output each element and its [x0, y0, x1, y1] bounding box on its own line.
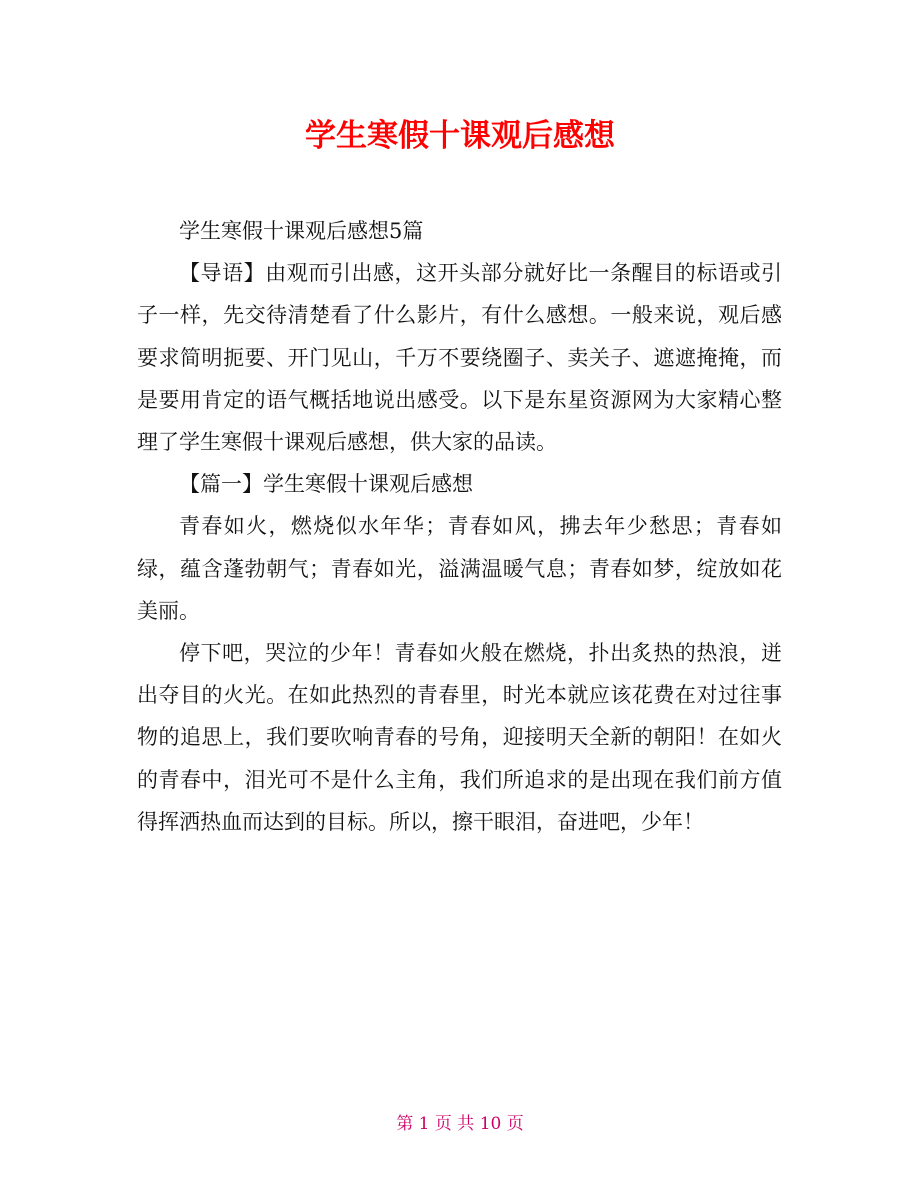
- footer-prefix: 第: [396, 1114, 414, 1134]
- subtitle-paragraph: 学生寒假十课观后感想5篇: [179, 219, 424, 243]
- page-footer: [0, 1110, 920, 1138]
- footer-current-page: 1: [418, 1114, 430, 1134]
- footer-total-pages: 10: [479, 1114, 502, 1134]
- footer-middle: 页 共: [434, 1114, 475, 1134]
- document-title: 学生寒假十课观后感想: [305, 118, 615, 154]
- document-body: [137, 210, 782, 843]
- body-paragraph: 停下吧，哭泣的少年！青春如火般在燃烧，扑出炙热的热浪，迸出夺目的火光。在如此热烈的青春里，时光本就应该花费在对过往事物的追思上，我们要吹响青春的号角，迎接明天全新的朝阳！在如火的青春中，泪光可不是什么主角，我们所追求的是出现在我们前方值得挥洒热血而达到的目标。所以，擦干眼泪，奋进吧，少年！: [137, 641, 782, 834]
- intro-paragraph: 【导语】由观而引出感，这开头部分就好比一条醒目的标语或引子一样，先交待清楚看了什么影片，有什么感想。一般来说，观后感要求简明扼要、开门见山，千万不要绕圈子、卖关子、遮遮掩掩，而是要用肯定的语气概括地说出感受。以下是东星资源网为大家精心整理了学生寒假十课观后感想，供大家的品读。: [137, 261, 782, 455]
- body-paragraph: 青春如火，燃烧似水年华；青春如风，拂去年少愁思；青春如绿，蕴含蓬勃朝气；青春如光，溢满温暖气息；青春如梦，绽放如花美丽。: [137, 514, 782, 623]
- section-heading: 【篇一】学生寒假十课观后感想: [179, 472, 473, 497]
- footer-suffix: 页: [506, 1114, 524, 1134]
